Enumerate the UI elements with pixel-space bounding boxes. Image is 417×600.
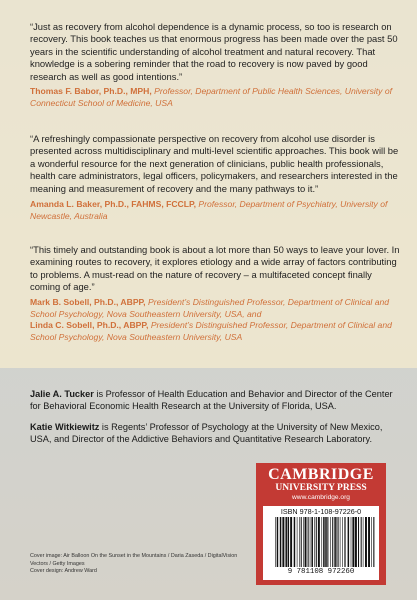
- publisher-press: UNIVERSITY PRESS: [275, 483, 367, 493]
- endorser-conjunction: and: [247, 308, 262, 319]
- endorser-name: Mark B. Sobell, Ph.D., ABPP,: [30, 297, 146, 307]
- barcode-icon: [275, 517, 375, 567]
- author-description: is Regents’ Professor of Psychology at the University of New Mexico, USA, and Director of the Addictive Behaviors and Quantitative Research Laboratory.: [30, 422, 383, 445]
- endorsement-attribution-1: [30, 86, 400, 109]
- cover-credits: [30, 553, 240, 576]
- endorser-name: Thomas F. Babor, Ph.D., MPH,: [30, 86, 152, 96]
- endorser-name: Amanda L. Baker, Ph.D., FAHMS, FCCLP,: [30, 199, 197, 209]
- endorsement-attribution-2: [30, 199, 400, 222]
- endorsement-quote-3: “This timely and outstanding book is about a lot more than 50 ways to leave your lover. In examining routes to recovery, it explores etiology and a wide array of factors contributing to problems. A must-read on the nature of recovery – a multifaceted concept finally coming of age.”: [30, 244, 400, 293]
- barcode-box: [263, 506, 379, 580]
- endorser-title: President’s Distinguished Professor, Department of Clinical and School Psychology, Nova Southeastern University, USA: [30, 320, 392, 342]
- endorsement-quote-2: “A refreshingly compassionate perspective on recovery from alcohol use disorder is presented across multidisciplinary and multi-level scientific approaches. This book will be a wonderful resource for the next generation of clinicians, public health professionals, health care administrators, legal officers, policymakers, and researchers interested in the meaning and measurement of recovery and the many pathways to it.”: [30, 133, 399, 194]
- cover-design-credit: Cover design: Andrew Ward: [30, 568, 97, 575]
- author-name: Jalie A. Tucker: [30, 389, 94, 399]
- cover-image-credit: Cover image: Air Balloon On the Sunset in the Mountains / Daria Zaseda / DigitalVision Vectors / Getty Images: [30, 553, 238, 567]
- author-bio-2: [30, 421, 402, 445]
- publisher-logo-block: [256, 463, 386, 585]
- endorser-title: Professor, Department of Psychiatry, University of Newcastle, Australia: [30, 199, 388, 221]
- publisher-name: CAMBRIDGE: [268, 466, 374, 483]
- author-bio-1: [30, 388, 402, 412]
- isbn-label: ISBN 978-1-108-97226-0: [280, 507, 362, 516]
- ean-digits: 9 781108 972260: [287, 568, 355, 576]
- endorsement-attribution-3: [30, 297, 400, 343]
- author-name: Katie Witkiewitz: [30, 422, 100, 432]
- author-description: is Professor of Health Education and Behavior and Director of the Center for Behavioral Economic Health Research at the University of Florida, USA.: [30, 389, 393, 412]
- endorser-title: Professor, Department of Public Health Sciences, University of Connecticut School of Medicine, USA: [30, 86, 393, 108]
- endorsement-quote-1: “Just as recovery from alcohol dependence is a dynamic process, so too is research on recovery. This book teaches us that enormous progress has been made over the past 50 years in the scientific understanding of alcohol treatment and natural recovery. That knowledge is a sobering reminder that the road to recovery is now paved by good research as well as good intentions.”: [30, 21, 398, 82]
- endorser-title: President’s Distinguished Professor, Department of Clinical and School Psychology, Nova Southeastern University, USA,: [30, 297, 390, 319]
- publisher-website: www.cambridge.org: [292, 494, 350, 501]
- endorser-name: Linda C. Sobell, Ph.D., ABPP,: [30, 320, 149, 331]
